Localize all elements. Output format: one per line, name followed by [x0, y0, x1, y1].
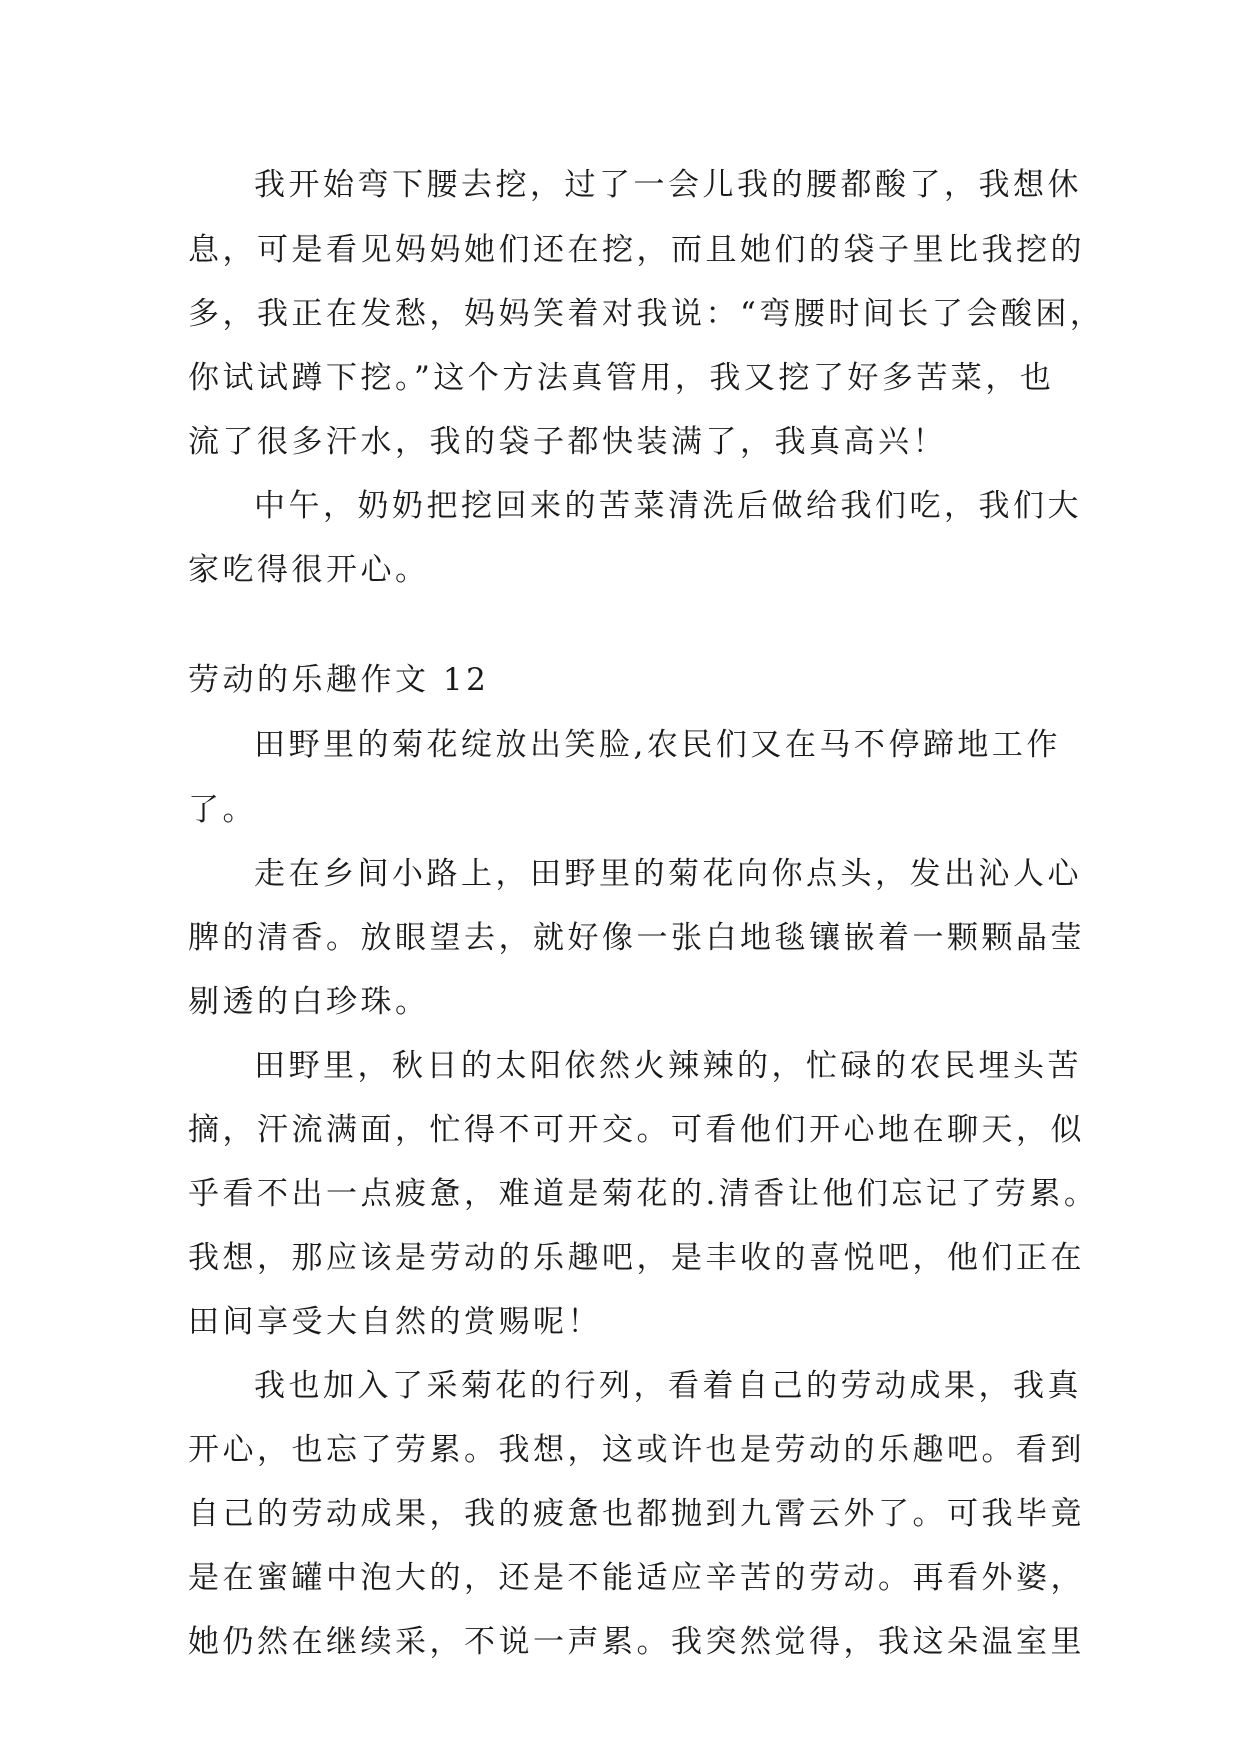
- paragraph-line: 乎看不出一点疲惫，难道是菊花的.清香让他们忘记了劳累。: [188, 1176, 1099, 1212]
- section-heading: 劳动的乐趣作文 12: [188, 662, 490, 698]
- paragraph-line: 自己的劳动成果，我的疲惫也都抛到九霄云外了。可我毕竟: [188, 1496, 1085, 1532]
- paragraph-line: 息，可是看见妈妈她们还在挖，而且她们的袋子里比我挖的: [188, 232, 1085, 268]
- paragraph-line: 我也加入了采菊花的行列，看着自己的劳动成果，我真: [254, 1368, 1082, 1404]
- paragraph-line: 田野里，秋日的太阳依然火辣辣的，忙碌的农民埋头苦: [254, 1048, 1082, 1084]
- paragraph-line: 家吃得很开心。: [188, 552, 430, 588]
- paragraph-line: 走在乡间小路上，田野里的菊花向你点头，发出沁人心: [254, 856, 1082, 892]
- paragraph-line: 我开始弯下腰去挖，过了一会儿我的腰都酸了，我想休: [254, 167, 1082, 203]
- paragraph-line: 开心，也忘了劳累。我想，这或许也是劳动的乐趣吧。看到: [188, 1432, 1085, 1468]
- paragraph-line: 流了很多汗水，我的袋子都快装满了，我真高兴！: [188, 424, 947, 460]
- paragraph-line: 剔透的白珍珠。: [188, 984, 430, 1020]
- paragraph-line: 多，我正在发愁，妈妈笑着对我说：“弯腰时间长了会酸困，: [188, 296, 1105, 332]
- paragraph-line: 田野里的菊花绽放出笑脸,农民们又在马不停蹄地工作: [254, 727, 1061, 763]
- paragraph-line: 你试试蹲下挖。”这个方法真管用，我又挖了好多苦菜，也: [188, 360, 1055, 396]
- paragraph-line: 了。: [188, 792, 257, 828]
- paragraph-line: 田间享受大自然的赏赐呢！: [188, 1304, 602, 1340]
- paragraph-line: 摘，汗流满面，忙得不可开交。可看他们开心地在聊天，似: [188, 1112, 1085, 1148]
- paragraph-line: 她仍然在继续采，不说一声累。我突然觉得，我这朵温室里: [188, 1624, 1085, 1660]
- paragraph-line: 是在蜜罐中泡大的，还是不能适应辛苦的劳动。再看外婆，: [188, 1560, 1085, 1596]
- paragraph-line: 我想，那应该是劳动的乐趣吧，是丰收的喜悦吧，他们正在: [188, 1240, 1085, 1276]
- paragraph-line: 中午，奶奶把挖回来的苦菜清洗后做给我们吃，我们大: [254, 488, 1082, 524]
- paragraph-line: 脾的清香。放眼望去，就好像一张白地毯镶嵌着一颗颗晶莹: [188, 920, 1085, 956]
